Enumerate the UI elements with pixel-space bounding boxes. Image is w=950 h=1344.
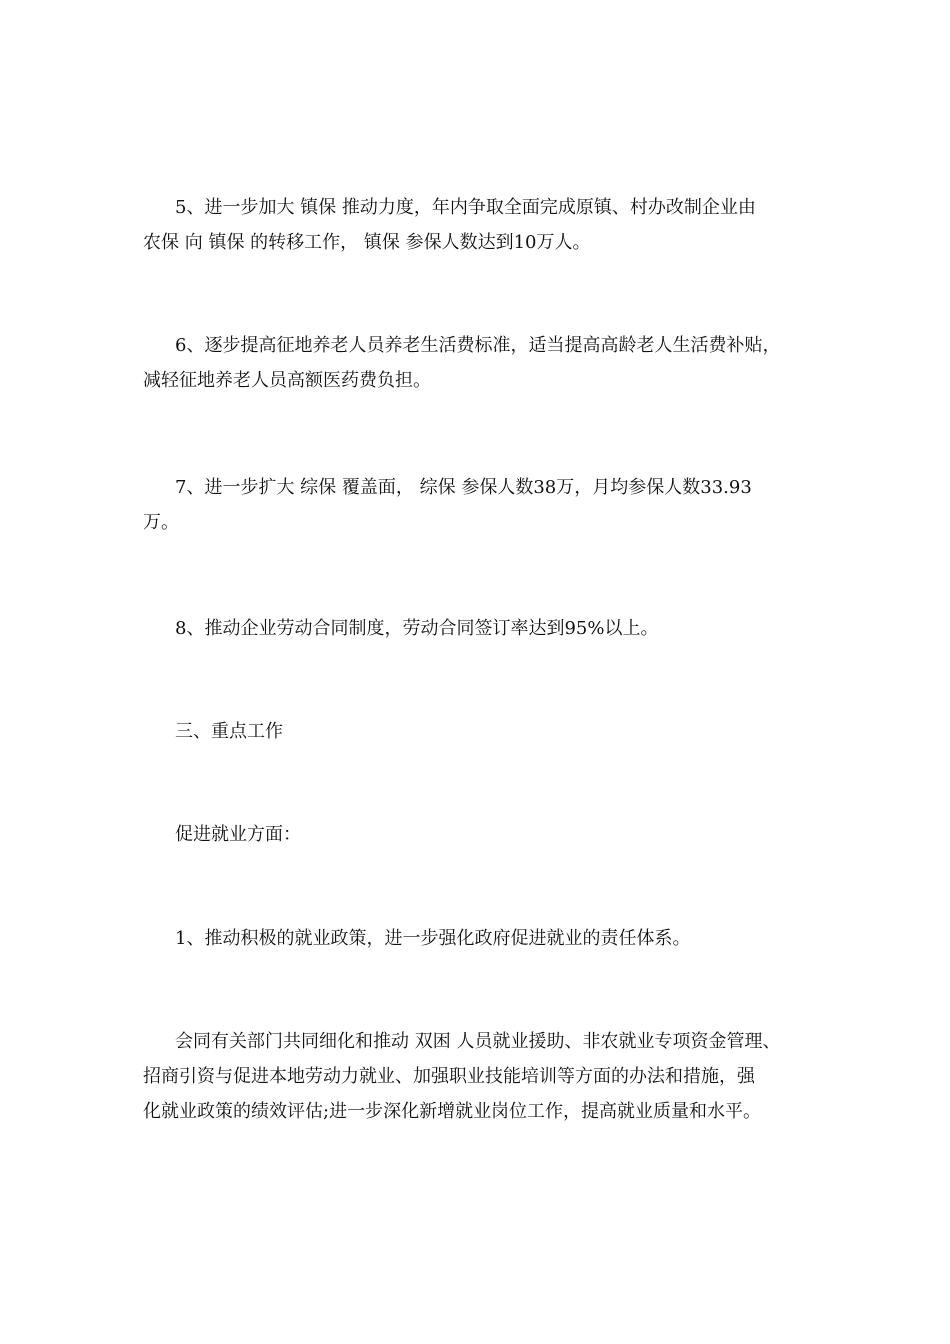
paragraph-item-1 (143, 921, 823, 956)
paragraph-line: 招商引资与促进本地劳动力就业、加强职业技能培训等方面的办法和措施，强 (143, 1066, 755, 1087)
section-heading-text: 三、重点工作 (175, 721, 283, 742)
paragraph-line: 会同有关部门共同细化和推动 双困 人员就业援助、非农就业专项资金管理、 (175, 1031, 781, 1052)
paragraph-line: 5、进一步加大 镇保 推动力度，年内争取全面完成原镇、村办改制企业由 (175, 197, 756, 218)
subsection-heading (143, 817, 823, 852)
paragraph-line: 农保 向 镇保 的转移工作， 镇保 参保人数达到10万人。 (143, 232, 591, 253)
paragraph-line: 万。 (143, 512, 179, 533)
paragraph-line: 化就业政策的绩效评估;进一步深化新增就业岗位工作，提高就业质量和水平。 (143, 1101, 762, 1122)
paragraph-body (143, 1024, 823, 1129)
paragraph-line: 8、推动企业劳动合同制度，劳动合同签订率达到95%以上。 (175, 618, 659, 639)
paragraph-line: 减轻征地养老人员高额医药费负担。 (143, 370, 431, 391)
paragraph-line: 1、推动积极的就业政策，进一步强化政府促进就业的责任体系。 (175, 928, 691, 949)
paragraph-line: 6、逐步提高征地养老人员养老生活费标准，适当提高高龄老人生活费补贴， (175, 335, 781, 356)
subsection-heading-text: 促进就业方面： (175, 824, 301, 845)
paragraph-item-6 (143, 328, 823, 398)
paragraph-line: 7、进一步扩大 综保 覆盖面， 综保 参保人数38万，月均参保人数33.93 (175, 477, 752, 498)
section-heading (143, 714, 823, 749)
paragraph-item-7 (143, 470, 823, 540)
paragraph-item-8 (143, 611, 823, 646)
paragraph-item-5 (143, 190, 823, 260)
